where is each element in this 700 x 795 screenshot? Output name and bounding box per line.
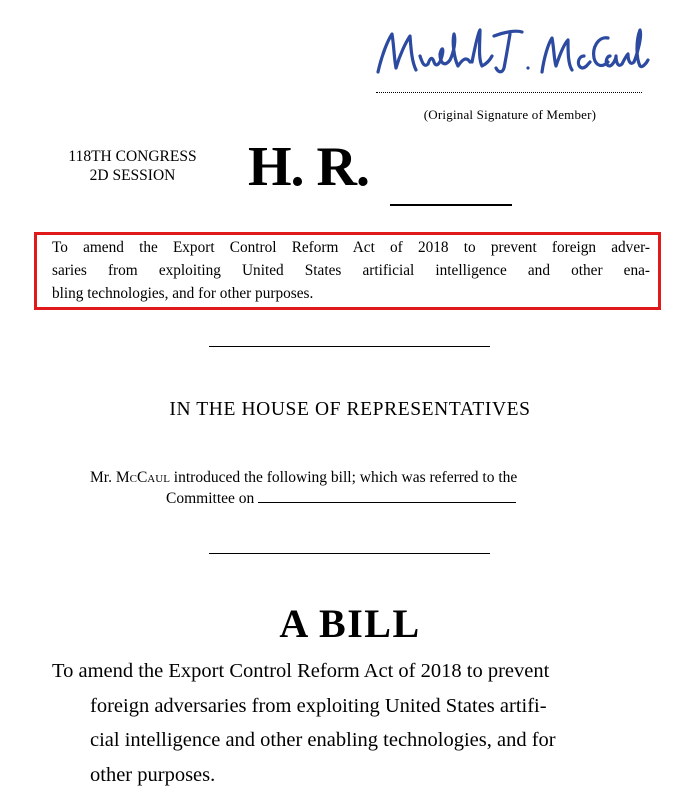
long-title-line-2: foreign adversaries from exploiting United States artifi- — [90, 694, 547, 717]
divider-rule — [209, 346, 490, 347]
long-title — [52, 654, 650, 792]
short-title-text — [52, 236, 650, 305]
congress-session-block — [40, 147, 225, 185]
long-title-line-3: cial intelligence and other enabling technologies, and for — [90, 729, 556, 751]
signature-caption: (Original Signature of Member) — [423, 107, 597, 122]
congress-number: 118TH CONGRESS — [68, 148, 197, 165]
session-label: 2D SESSION — [89, 167, 176, 184]
short-title — [52, 236, 650, 305]
short-title-line-3: bling technologies, and for other purposes. — [52, 285, 314, 302]
handwritten-signature — [370, 12, 650, 90]
signature-block — [370, 12, 650, 122]
short-title-line-1: To amend the Export Control Reform Act of 2018 to prevent foreign adver- — [52, 239, 650, 256]
chamber-heading: IN THE HOUSE OF REPRESENTATIVES — [169, 399, 531, 420]
committee-label: Committee on — [166, 490, 255, 507]
divider-rule — [209, 553, 490, 554]
document-type-heading: A BILL — [279, 601, 421, 646]
sponsor-prefix: Mr. — [90, 469, 112, 486]
long-title-line-1 — [52, 654, 650, 689]
short-title-line-2: saries from exploiting United States artificial intelligence and other ena- — [52, 262, 650, 279]
long-title-line-1-text: To amend the Export Control Reform Act of 2018 to prevent — [52, 660, 550, 682]
introduction-paragraph — [90, 467, 615, 509]
long-title-line-4: other purposes. — [90, 763, 216, 786]
bill-designation: H. R. — [248, 136, 369, 198]
bill-number-blank — [390, 204, 512, 206]
introduction-line-1 — [90, 467, 615, 488]
sponsor-name: McCaul — [115, 469, 170, 486]
introduction-line-2 — [90, 488, 615, 509]
committee-blank — [258, 489, 516, 503]
signature-line — [376, 92, 642, 93]
introduction-text: introduced the following bill; which was referred to the — [173, 469, 518, 486]
